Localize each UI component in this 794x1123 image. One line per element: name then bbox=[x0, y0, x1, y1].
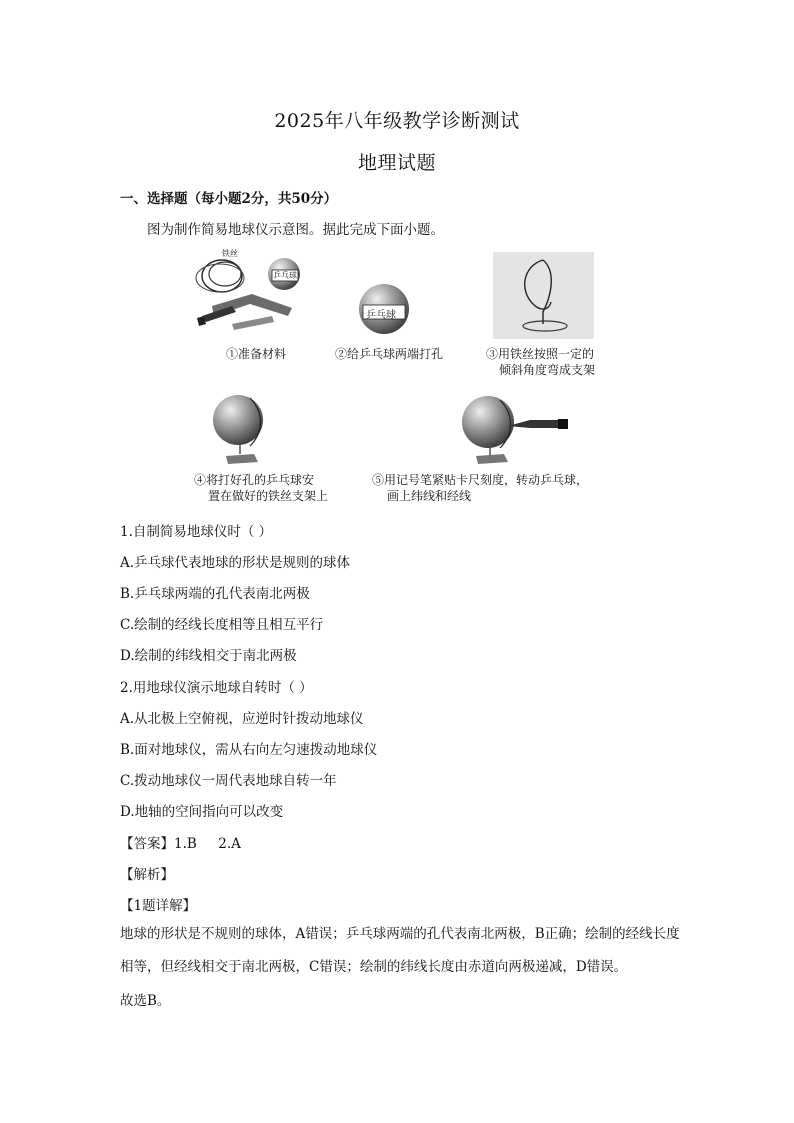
question-1-option-c: C.绘制的经线长度相等且相互平行 bbox=[120, 617, 324, 633]
detail-label: 【1题详解】 bbox=[120, 898, 197, 914]
question-1-option-a: A.乒乓球代表地球的形状是规则的球体 bbox=[120, 555, 351, 571]
caption-step-2: ②给乒乓球两端打孔 bbox=[335, 347, 444, 361]
label-ball-2: 乒乓球 bbox=[366, 310, 396, 321]
globe-stand-illustration bbox=[210, 392, 266, 466]
figure-ball bbox=[358, 283, 410, 335]
detail-text: 地球的形状是不规则的球体，A错误；乒乓球两端的孔代表南北两极，B正确；绘制的经线长度相等，但经线相交于南北两极，C错误；绘制的纬线长度由赤道向两极递减，D错误。 bbox=[120, 926, 680, 975]
caption-step-3-line1: ③用铁丝按照一定的 bbox=[486, 347, 595, 361]
question-2-option-b: B.面对地球仪，需从右向左匀速拨动地球仪 bbox=[120, 742, 378, 758]
caption-step-1: ①准备材料 bbox=[226, 347, 287, 361]
caption-step-5-line2: 画上纬线和经线 bbox=[387, 489, 472, 503]
globe-marker-illustration bbox=[458, 392, 573, 466]
exam-title: 2025年八年级教学诊断测试 bbox=[274, 110, 520, 132]
figure-globe-marker bbox=[458, 392, 573, 466]
caption-step-4-line1: ④将打好孔的乒乓球安 bbox=[194, 473, 315, 487]
conclusion: 故选B。 bbox=[120, 993, 171, 1009]
caption-step-5-line1: ⑤用记号笔紧贴卡尺刻度，转动乒乓球， bbox=[372, 473, 589, 487]
exam-subtitle: 地理试题 bbox=[357, 152, 436, 174]
caption-step-4-line2: 置在做好的铁丝支架上 bbox=[208, 489, 329, 503]
question-1-option-b: B.乒乓球两端的孔代表南北两极 bbox=[120, 586, 310, 602]
question-2-option-d: D.地轴的空间指向可以改变 bbox=[120, 804, 284, 820]
question-1-option-d: D.绘制的纬线相交于南北两极 bbox=[120, 648, 297, 664]
bracket-illustration bbox=[493, 252, 594, 339]
intro-text: 图为制作简易地球仪示意图。据此完成下面小题。 bbox=[147, 222, 444, 238]
analysis-label: 【解析】 bbox=[120, 867, 174, 883]
label-wire: 铁丝 bbox=[222, 249, 238, 258]
answer-line: 【答案】1.B 2.A bbox=[120, 836, 241, 852]
label-ball: 乒乓球 bbox=[273, 271, 297, 280]
question-2-option-a: A.从北极上空俯视，应逆时针拨动地球仪 bbox=[120, 711, 364, 727]
materials-illustration bbox=[192, 246, 304, 338]
figure-globe-stand bbox=[210, 392, 266, 466]
section-heading: 一、选择题（每小题2分，共50分） bbox=[120, 191, 338, 207]
question-2-option-c: C.拨动地球仪一周代表地球自转一年 bbox=[120, 773, 337, 789]
question-1-stem: 1.自制简易地球仪时（ ） bbox=[120, 524, 273, 540]
figure-materials bbox=[192, 246, 304, 338]
figure-bracket bbox=[493, 252, 594, 339]
question-2-stem: 2.用地球仪演示地球自转时（ ） bbox=[120, 680, 313, 696]
caption-step-3-line2: 倾斜角度弯成支架 bbox=[499, 363, 596, 377]
